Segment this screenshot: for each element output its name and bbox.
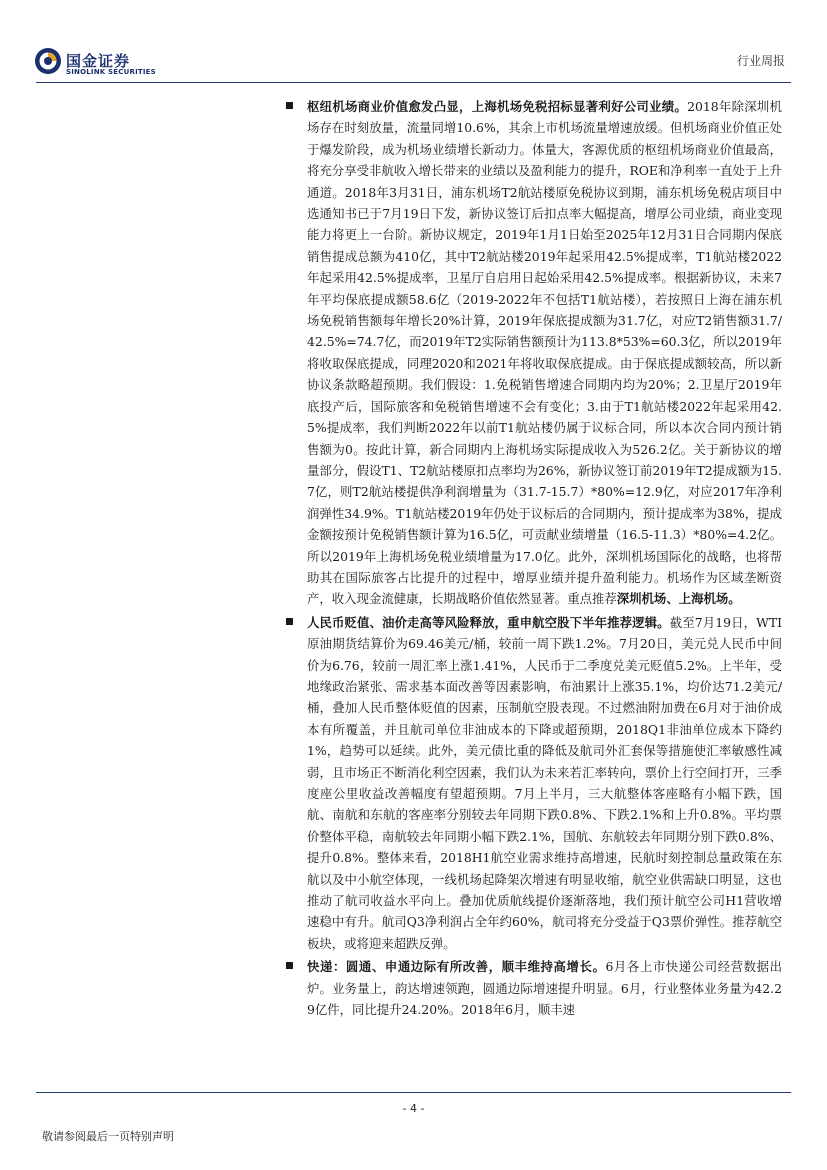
disclaimer-note: 敬请参阅最后一页特别声明 bbox=[42, 1130, 174, 1143]
bullet-square-icon bbox=[286, 962, 293, 969]
brand-name-cn: 国金证券 bbox=[66, 52, 131, 70]
paragraph-text bbox=[307, 956, 782, 1020]
document-type: 行业周报 bbox=[736, 54, 785, 68]
brand-name-en: SINOLINK SECURITIES bbox=[66, 68, 156, 76]
paragraph-airports bbox=[284, 96, 782, 610]
paragraph-body: 截至7月19日，WTI原油期货结算价为69.46美元/桶，较前一周下跌1.2%。7月20日，美元兑人民币中间价为6.76，较前一周汇率上涨1.41%，人民币于二季度兑美元贬值5.2%。上半年，受地缘政治紧张、需求基本面改善等因素影响，布油累计上涨35.1%，均价达71.2美元/桶，叠加人民币整体贬值的因素，压制航空股表现。不过燃油附加费在6月对于油价成本有所覆盖，并且航司单位非油成本的下降或超预期，2018Q1非油单位成本下降约1%，趋势可以延续。此外，美元债比重的降低及航司外汇套保等措施使汇率敏感性减弱，且市场正不断消化利空因素，我们认为未来若汇率转向，票价上行空间打开，三季度座公里收益改善幅度有望超预期。7月上半月，三大航整体客座略有小幅下跌，国航、南航和东航的客座率分别较去年同期下跌0.8%、下跌2.1%和上升0.8%。平均票价整体平稳，南航较去年同期小幅下跌2.1%，国航、东航较去年同期分别下跌0.8%、提升0.8%。整体来看，2018H1航空业需求维持高增速，民航时刻控制总量政策在东航以及中小航空体现，一线机场起降架次增速有明显收缩，航空业供需缺口明显，这也推动了航司收益水平向上。叠加优质航线提价逐渐落地，我们预计航空公司H1营收增速稳中有升。航司Q3净利润占全年约60%，航司将充分受益于Q3票价弹性。推荐航空板块，或将迎来超跌反弹。 bbox=[307, 614, 783, 951]
paragraph-express bbox=[284, 956, 782, 1020]
left-sidebar bbox=[36, 84, 284, 1092]
paragraph-text bbox=[307, 96, 782, 610]
brand-logo bbox=[34, 47, 154, 81]
paragraph-text bbox=[307, 612, 782, 955]
bullet-square-icon bbox=[286, 618, 293, 625]
paragraph-lead: 枢纽机场商业价值愈发凸显，上海机场免税招标显著利好公司业绩。 bbox=[307, 99, 688, 114]
footer-divider bbox=[36, 1092, 791, 1093]
paragraph-body: 6月各上市快递公司经营数据出炉。业务量上，韵达增速领跑，圆通边际增速提升明显。6月，行业整体业务量为42.29亿件，同比提升24.20%。2018年6月，顺丰速 bbox=[307, 959, 782, 1018]
bullet-square-icon bbox=[286, 102, 293, 109]
paragraph-body: 2018年除深圳机场存在时刻放量，流量同增10.6%，其余上市机场流量增速放缓。但机场商业价值正处于爆发阶段，成为机场业绩增长新动力。体量大，客源优质的枢纽机场商业价值最高，将充分享受非航收入增长带来的业绩以及盈利能力的提升，ROE和净利率一直处于上升通道。2018年3月31日，浦东机场T2航站楼原免税协议到期，浦东机场免税店项目中选通知书已于7月19日下发，新协议签订后扣点率大幅提高，增厚公司业绩，商业变现能力将更上一台阶。新协议规定，2019年1月1日始至2025年12月31日合同期内保底销售提成总额为410亿，其中T2航站楼2019年起采用42.5%提成率，T1航站楼2022年起采用42.5%提成率，卫星厅自启用日起始采用42.5%提成率。根据新协议，未来7年平均保底提成额58.6亿（2019-2022年不包括T1航站楼），若按照日上海在浦东机场免税销售额每年增长20%计算，2019年保底提成额为31.7亿，对应T2销售额31.7/42.5%=74.7亿，而2019年T2实际销售额预计为113.8*53%=60.3亿，所以2019年将收取保底提成，同理2020和2021年将收取保底提成。由于保底提成额较高，所以新协议条款略超预期。我们假设：1.免税销售增速合同期内均为20%；2.卫星厅2019年底投产后，国际旅客和免税销售增速不会有变化；3.由于T1航站楼2022年起采用42.5%提成率，我们判断2022年以前T1航站楼仍属于议标合同，所以本次合同内预计销售额为0。按此计算，新合同期内上海机场实际提成收入为526.2亿。关于新协议的增量部分，假设T1、T2航站楼原扣点率均为26%，新协议签订前2019年T2提成额为15.7亿，则T2航站楼提供净利润增量为（31.7-15.7）*80%=12.9亿，对应2017年净利润弹性34.9%。T1航站楼2019年仍处于议标后的合同期内，预计提成率为38%，提成金额按预计免税销售额计算为16.5亿，可贡献业绩增量（16.5-11.3）*80%=4.2亿。所以2019年上海机场免税业绩增量为17.0亿。此外，深圳机场国际化的战略，也将帮助其在国际旅客占比提升的过程中，增厚业绩并提升盈利能力。机场作为区域垄断资产，收入现金流健康，长期战略价值依然显著。重点推荐 bbox=[307, 99, 782, 607]
sinolink-logo-icon bbox=[34, 47, 62, 75]
paragraph-lead: 快递：圆通、申通边际有所改善，顺丰维持高增长。 bbox=[307, 959, 606, 975]
header-divider bbox=[36, 82, 791, 83]
paragraph-highlight: 深圳机场、上海机场。 bbox=[616, 591, 741, 607]
report-body bbox=[284, 96, 782, 1022]
paragraph-airlines bbox=[284, 612, 782, 955]
page-number: - 4 - bbox=[402, 1102, 425, 1115]
paragraph-lead: 人民币贬值、油价走高等风险释放，重申航空股下半年推荐逻辑。 bbox=[307, 614, 670, 630]
